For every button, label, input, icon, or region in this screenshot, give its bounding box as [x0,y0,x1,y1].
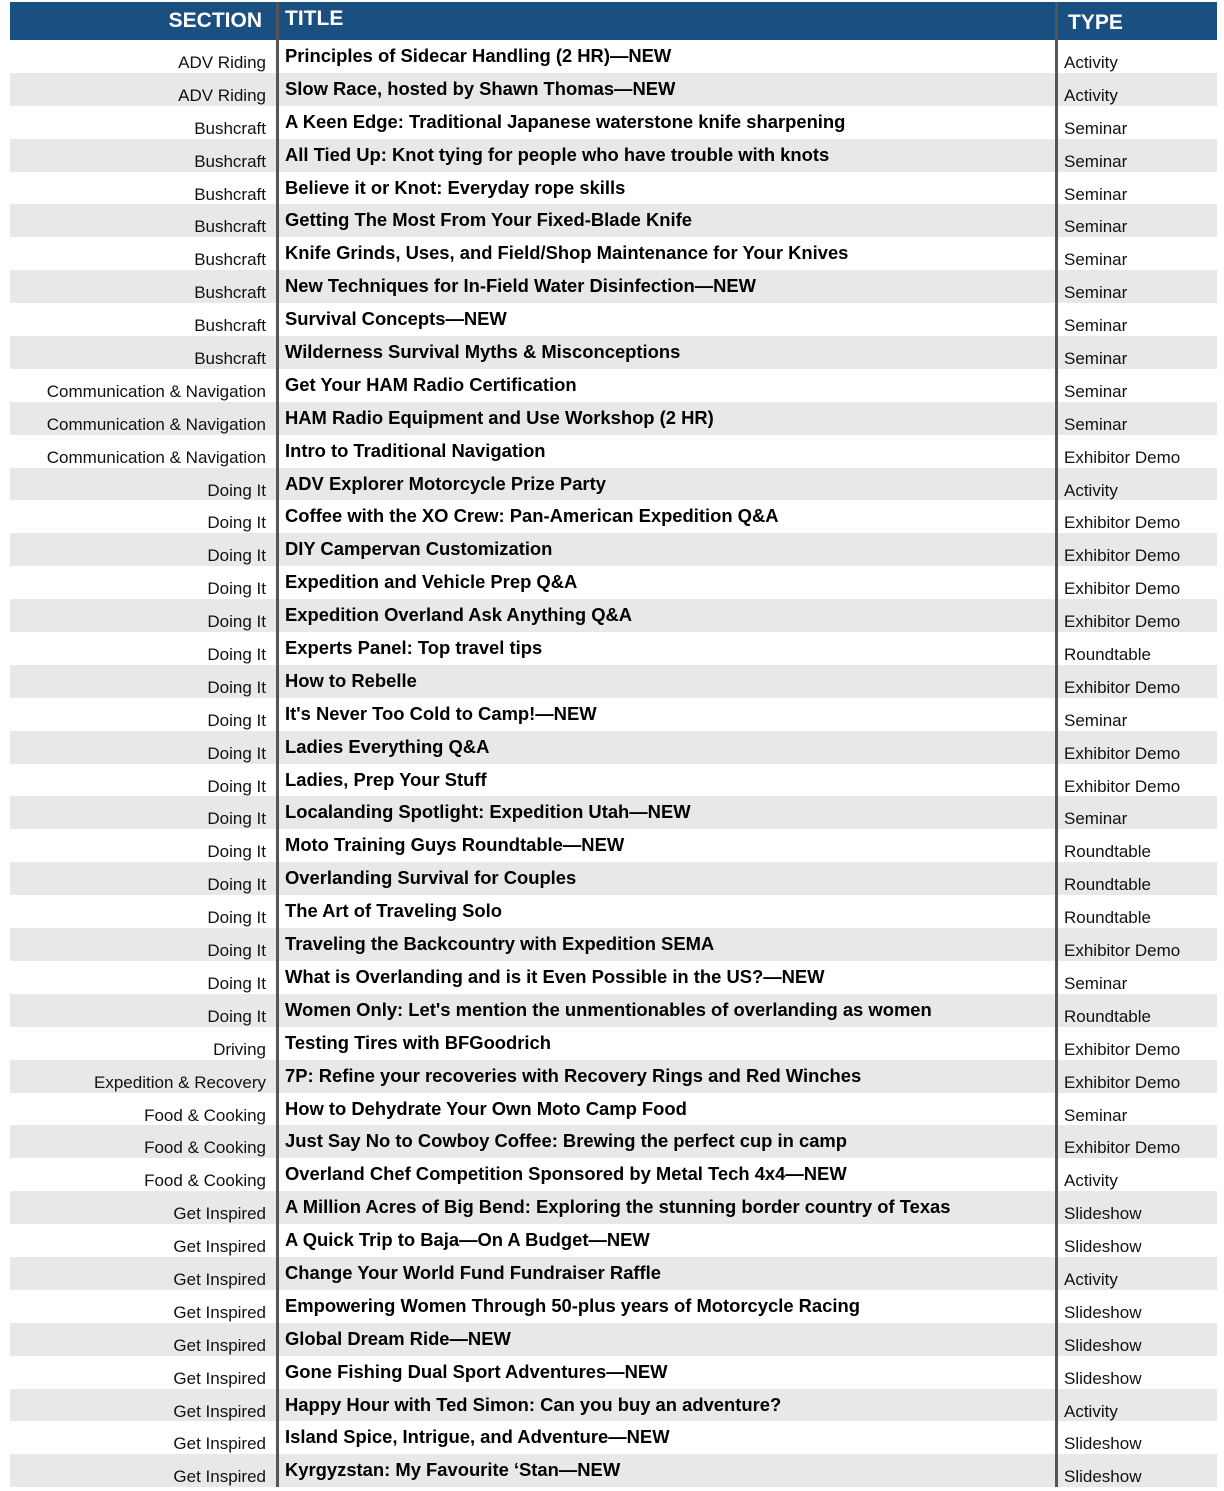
section-cell: Communication & Navigation [46,381,266,401]
table-row [10,928,1217,961]
section-cell: Get Inspired [173,1401,266,1421]
table-row [10,303,1217,336]
type-cell: Seminar [1064,184,1128,204]
section-cell: Doing It [207,677,266,697]
section-cell: Doing It [207,776,266,796]
title-cell: How to Rebelle [285,669,417,691]
type-cell: Seminar [1064,283,1128,303]
section-cell: Get Inspired [173,1467,266,1487]
title-cell: All Tied Up: Knot tying for people who have trouble with knots [285,143,830,165]
type-cell: Exhibitor Demo [1064,579,1181,599]
title-cell: New Techniques for In-Field Water Disinfection—NEW [285,275,757,297]
table-row [10,1454,1217,1487]
type-cell: Exhibitor Demo [1064,612,1181,632]
table-row [10,139,1217,172]
title-cell: ADV Explorer Motorcycle Prize Party [285,472,606,494]
type-cell: Exhibitor Demo [1064,1072,1181,1092]
section-cell: Communication & Navigation [46,447,266,467]
type-cell: Seminar [1064,349,1128,369]
title-cell: What is Overlanding and is it Even Possible in the US?—NEW [285,965,825,987]
table-row [10,895,1217,928]
section-cell: Bushcraft [194,250,266,270]
section-cell: Doing It [207,710,266,730]
table-row [10,1125,1217,1158]
type-cell: Exhibitor Demo [1064,776,1181,796]
title-cell: Believe it or Knot: Everyday rope skills [285,176,626,198]
section-cell: Doing It [207,973,266,993]
section-cell: Get Inspired [173,1335,266,1355]
section-cell: Bushcraft [194,283,266,303]
section-cell: Doing It [207,579,266,599]
title-cell: Expedition Overland Ask Anything Q&A [285,604,633,626]
table-row [10,336,1217,369]
section-cell: Doing It [207,908,266,928]
table-body [10,40,1217,1487]
type-cell: Seminar [1064,710,1128,730]
table-row [10,1290,1217,1323]
type-cell: Roundtable [1064,842,1151,862]
section-cell: Bushcraft [194,184,266,204]
table-row [10,468,1217,501]
table-row [10,731,1217,764]
title-cell: Ladies, Prep Your Stuff [285,768,487,790]
type-cell: Exhibitor Demo [1064,546,1181,566]
table-row [10,73,1217,106]
table-row [10,237,1217,270]
section-cell: Doing It [207,612,266,632]
title-cell: Getting The Most From Your Fixed-Blade Knife [285,209,692,231]
section-cell: Doing It [207,941,266,961]
title-cell: Happy Hour with Ted Simon: Can you buy an adventure? [285,1393,782,1415]
table-row [10,369,1217,402]
table-row [10,796,1217,829]
section-cell: Doing It [207,875,266,895]
section-cell: Doing It [207,546,266,566]
title-cell: Coffee with the XO Crew: Pan-American Expedition Q&A [285,505,779,527]
section-cell: Communication & Navigation [46,414,266,434]
table-row [10,172,1217,205]
table-row [10,1224,1217,1257]
title-cell: Gone Fishing Dual Sport Adventures—NEW [285,1360,668,1382]
type-cell: Roundtable [1064,645,1151,665]
section-cell: Doing It [207,1006,266,1026]
title-cell: A Keen Edge: Traditional Japanese waterstone knife sharpening [285,110,846,132]
table-row [10,1158,1217,1191]
title-cell: Island Spice, Intrigue, and Adventure—NEW [285,1426,670,1448]
title-cell: How to Dehydrate Your Own Moto Camp Food [285,1097,687,1119]
table-row [10,1356,1217,1389]
section-cell: Bushcraft [194,217,266,237]
table-row [10,994,1217,1027]
table-row [10,566,1217,599]
type-cell: Slideshow [1064,1302,1142,1322]
title-cell: 7P: Refine your recoveries with Recovery Rings and Red Winches [285,1064,862,1086]
section-cell: Food & Cooking [144,1171,266,1191]
title-cell: Localanding Spotlight: Expedition Utah—NEW [285,801,691,823]
type-cell: Activity [1064,85,1118,105]
section-cell: Bushcraft [194,349,266,369]
type-cell: Exhibitor Demo [1064,447,1181,467]
type-cell: Exhibitor Demo [1064,677,1181,697]
table-row [10,829,1217,862]
table-row [10,764,1217,797]
type-cell: Seminar [1064,973,1128,993]
table-row [10,1027,1217,1060]
type-cell: Exhibitor Demo [1064,513,1181,533]
schedule-table [10,2,1217,1487]
section-cell: ADV Riding [178,85,266,105]
title-cell: Experts Panel: Top travel tips [285,637,543,659]
title-cell: A Quick Trip to Baja—On A Budget—NEW [285,1229,650,1251]
table-row [10,1323,1217,1356]
section-cell: Bushcraft [194,118,266,138]
type-cell: Seminar [1064,316,1128,336]
type-cell: Exhibitor Demo [1064,743,1181,763]
table-row [10,665,1217,698]
table-row [10,632,1217,665]
type-cell: Roundtable [1064,875,1151,895]
table-row [10,533,1217,566]
section-cell: Get Inspired [173,1269,266,1289]
title-cell: Survival Concepts—NEW [285,308,507,330]
type-cell: Seminar [1064,381,1128,401]
section-cell: Get Inspired [173,1237,266,1257]
title-cell: Empowering Women Through 50-plus years of Motorcycle Racing [285,1294,860,1316]
section-cell: Expedition & Recovery [94,1072,266,1092]
type-cell: Slideshow [1064,1204,1142,1224]
section-cell: Get Inspired [173,1204,266,1224]
type-cell: Exhibitor Demo [1064,1039,1181,1059]
title-cell: Change Your World Fund Fundraiser Raffle [285,1261,662,1283]
type-cell: Slideshow [1064,1368,1142,1388]
type-cell: Activity [1064,1171,1118,1191]
section-cell: Get Inspired [173,1368,266,1388]
table-row [10,500,1217,533]
table-row [10,435,1217,468]
section-cell: Bushcraft [194,316,266,336]
type-cell: Seminar [1064,217,1128,237]
table-row [10,1257,1217,1290]
title-cell: A Million Acres of Big Bend: Exploring the stunning border country of Texas [285,1196,951,1218]
type-cell: Roundtable [1064,908,1151,928]
section-cell: Bushcraft [194,151,266,171]
section-cell: Get Inspired [173,1434,266,1454]
title-cell: Knife Grinds, Uses, and Field/Shop Maintenance for Your Knives [285,242,849,264]
section-cell: Food & Cooking [144,1138,266,1158]
title-cell: DIY Campervan Customization [285,538,553,560]
title-cell: The Art of Traveling Solo [285,900,502,922]
section-cell: Doing It [207,480,266,500]
type-cell: Roundtable [1064,1006,1151,1026]
title-cell: Intro to Traditional Navigation [285,439,546,461]
section-cell: Doing It [207,645,266,665]
table-row [10,961,1217,994]
section-cell: Food & Cooking [144,1105,266,1125]
table-row [10,106,1217,139]
title-cell: Women Only: Let's mention the unmentionables of overlanding as women [285,998,932,1020]
title-cell: It's Never Too Cold to Camp!—NEW [285,702,597,724]
title-column-header: TITLE [285,7,344,30]
section-cell: Doing It [207,842,266,862]
title-cell: Principles of Sidecar Handling (2 HR)—NEW [285,45,672,66]
title-cell: Get Your HAM Radio Certification [285,373,577,395]
table-row [10,862,1217,895]
table-row [10,1421,1217,1454]
type-cell: Activity [1064,1269,1118,1289]
table-header [10,2,1217,40]
table-row [10,698,1217,731]
table-row [10,1093,1217,1126]
type-cell: Seminar [1064,118,1128,138]
type-cell: Slideshow [1064,1335,1142,1355]
section-cell: Get Inspired [173,1302,266,1322]
title-cell: Traveling the Backcountry with Expedition SEMA [285,933,715,955]
table-row [10,1191,1217,1224]
type-cell: Seminar [1064,809,1128,829]
title-cell: Just Say No to Cowboy Coffee: Brewing the perfect cup in camp [285,1130,848,1152]
table-row [10,270,1217,303]
type-cell: Slideshow [1064,1467,1142,1487]
table-row [10,1389,1217,1422]
section-cell: ADV Riding [178,53,266,72]
title-cell: Wilderness Survival Myths & Misconceptions [285,341,681,363]
section-cell: Doing It [207,809,266,829]
type-cell: Exhibitor Demo [1064,1138,1181,1158]
table-row [10,402,1217,435]
section-cell: Driving [213,1039,266,1059]
type-cell: Exhibitor Demo [1064,941,1181,961]
type-cell: Seminar [1064,151,1128,171]
title-cell: Ladies Everything Q&A [285,735,490,757]
section-column-header: SECTION [168,9,262,32]
title-cell: HAM Radio Equipment and Use Workshop (2 HR) [285,406,714,428]
title-cell: Moto Training Guys Roundtable—NEW [285,834,625,856]
title-cell: Kyrgyzstan: My Favourite ‘Stan—NEW [285,1459,621,1481]
title-cell: Slow Race, hosted by Shawn Thomas—NEW [285,77,676,99]
type-cell: Slideshow [1064,1237,1142,1257]
type-cell: Seminar [1064,250,1128,270]
type-cell: Seminar [1064,1105,1128,1125]
title-cell: Testing Tires with BFGoodrich [285,1031,551,1053]
table-row [10,599,1217,632]
section-cell: Doing It [207,513,266,533]
title-cell: Global Dream Ride—NEW [285,1327,511,1349]
type-cell: Activity [1064,53,1118,72]
type-cell: Seminar [1064,414,1128,434]
table-row [10,1060,1217,1093]
title-cell: Overlanding Survival for Couples [285,867,577,889]
type-cell: Slideshow [1064,1434,1142,1454]
title-cell: Overland Chef Competition Sponsored by Metal Tech 4x4—NEW [285,1163,847,1185]
table-row [10,40,1217,73]
table-row [10,204,1217,237]
type-cell: Activity [1064,480,1118,500]
section-cell: Doing It [207,743,266,763]
type-cell: Activity [1064,1401,1118,1421]
type-column-header: TYPE [1068,11,1123,34]
title-cell: Expedition and Vehicle Prep Q&A [285,571,578,593]
